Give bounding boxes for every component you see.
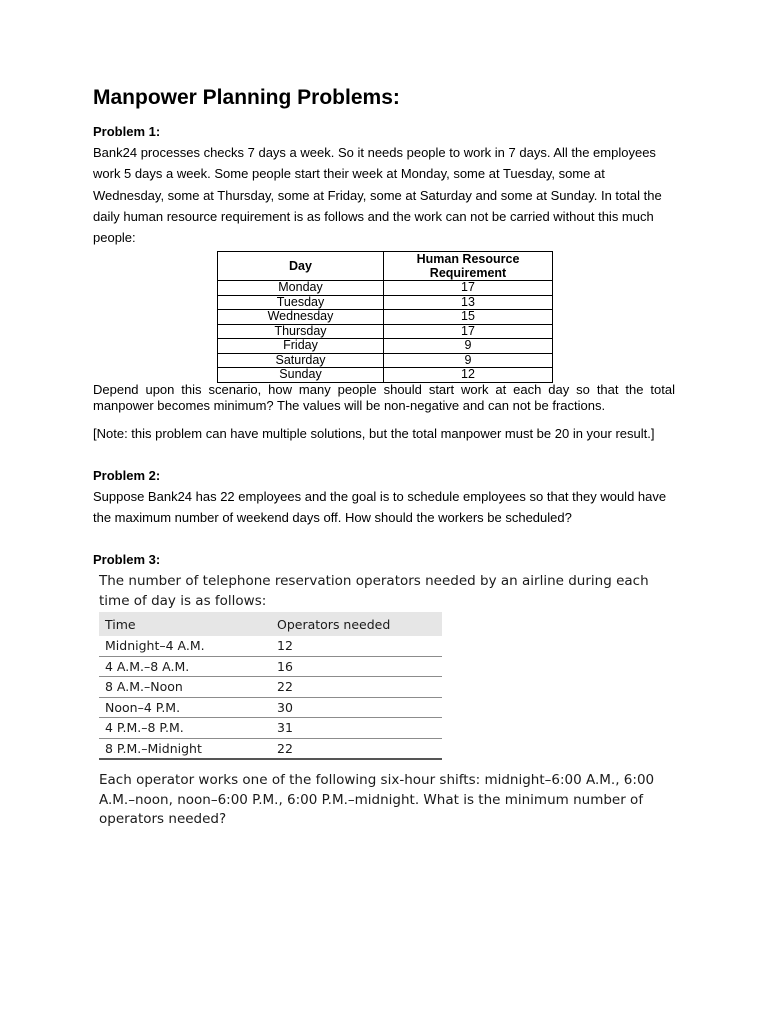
table-cell-operators: 16 — [271, 656, 442, 677]
table-cell-time: 4 P.M.–8 P.M. — [99, 718, 271, 739]
table-row — [218, 353, 553, 368]
table-cell-time: 8 P.M.–Midnight — [99, 738, 271, 759]
problem2-text: Suppose Bank24 has 22 employees and the goal is to schedule employees so that they would have the maximum number of weekend days off. How should the workers be scheduled? — [93, 489, 667, 526]
table-cell-day: Saturday — [218, 353, 384, 368]
table-cell-requirement: 13 — [384, 295, 553, 310]
table-row — [218, 310, 553, 325]
table-cell-time: Noon–4 P.M. — [99, 697, 271, 718]
table-cell-requirement: 17 — [384, 281, 553, 296]
table-row — [99, 677, 442, 698]
table-cell-requirement: 9 — [384, 339, 553, 354]
problem3-intro: The number of telephone reservation operators needed by an airline during each time of day is as follows: — [99, 573, 649, 609]
table-cell-day: Friday — [218, 339, 384, 354]
table-row — [218, 324, 553, 339]
table-cell-operators: 22 — [271, 738, 442, 759]
table-cell-requirement: 9 — [384, 353, 553, 368]
table-row — [99, 697, 442, 718]
table-cell-requirement: 15 — [384, 310, 553, 325]
table-cell-time: 4 A.M.–8 A.M. — [99, 656, 271, 677]
problem3-question: Each operator works one of the following six-hour shifts: midnight–6:00 A.M., 6:00 A.M.–noon, noon–6:00 P.M., 6:00 P.M.–midnight. What is the minimum number of operators needed? — [99, 772, 655, 827]
operators-table — [99, 612, 442, 760]
table-header-time: Time — [99, 612, 271, 636]
problem1-question: Depend upon this scenario, how many people should start work at each day so that the total manpower becomes minimum? The values will be non-negative and can not be fractions. — [93, 382, 675, 413]
table-header-day: Day — [218, 252, 384, 281]
table-row — [99, 738, 442, 759]
problem1-note: [Note: this problem can have multiple solutions, but the total manpower must be 20 in your result.] — [93, 426, 655, 441]
problem3-heading: Problem 3: — [93, 552, 161, 567]
table-cell-day: Sunday — [218, 368, 384, 383]
table-cell-requirement: 17 — [384, 324, 553, 339]
table-cell-day: Thursday — [218, 324, 384, 339]
problem1-intro: Bank24 processes checks 7 days a week. So it needs people to work in 7 days. All the employees work 5 days a week. Some people start their week at Monday, some at Tuesday, some at Wednesday, some at Thursday, some at Friday, some at Saturday and some at Sunday. In total the daily human resource requirement is as follows and the work can not be carried without this much people: — [93, 145, 662, 246]
table-row — [99, 718, 442, 739]
table-header-row — [218, 252, 553, 281]
table-row — [218, 368, 553, 383]
table-cell-day: Tuesday — [218, 295, 384, 310]
table-cell-operators: 31 — [271, 718, 442, 739]
table-header-row — [99, 612, 442, 636]
table-cell-requirement: 12 — [384, 368, 553, 383]
problem1-heading: Problem 1: — [93, 124, 161, 139]
document-title: Manpower Planning Problems: — [93, 86, 400, 109]
problem2-heading: Problem 2: — [93, 468, 161, 483]
table-row — [99, 656, 442, 677]
table-header-requirement: Human Resource Requirement — [384, 252, 553, 281]
table-row — [218, 295, 553, 310]
table-cell-day: Monday — [218, 281, 384, 296]
hr-requirement-table — [217, 251, 553, 383]
table-cell-time: 8 A.M.–Noon — [99, 677, 271, 698]
table-cell-day: Wednesday — [218, 310, 384, 325]
table-row — [99, 636, 442, 656]
table-row — [218, 339, 553, 354]
table-row — [218, 281, 553, 296]
table-cell-operators: 30 — [271, 697, 442, 718]
table-header-operators: Operators needed — [271, 612, 442, 636]
table-cell-operators: 22 — [271, 677, 442, 698]
table-cell-operators: 12 — [271, 636, 442, 656]
table-cell-time: Midnight–4 A.M. — [99, 636, 271, 656]
